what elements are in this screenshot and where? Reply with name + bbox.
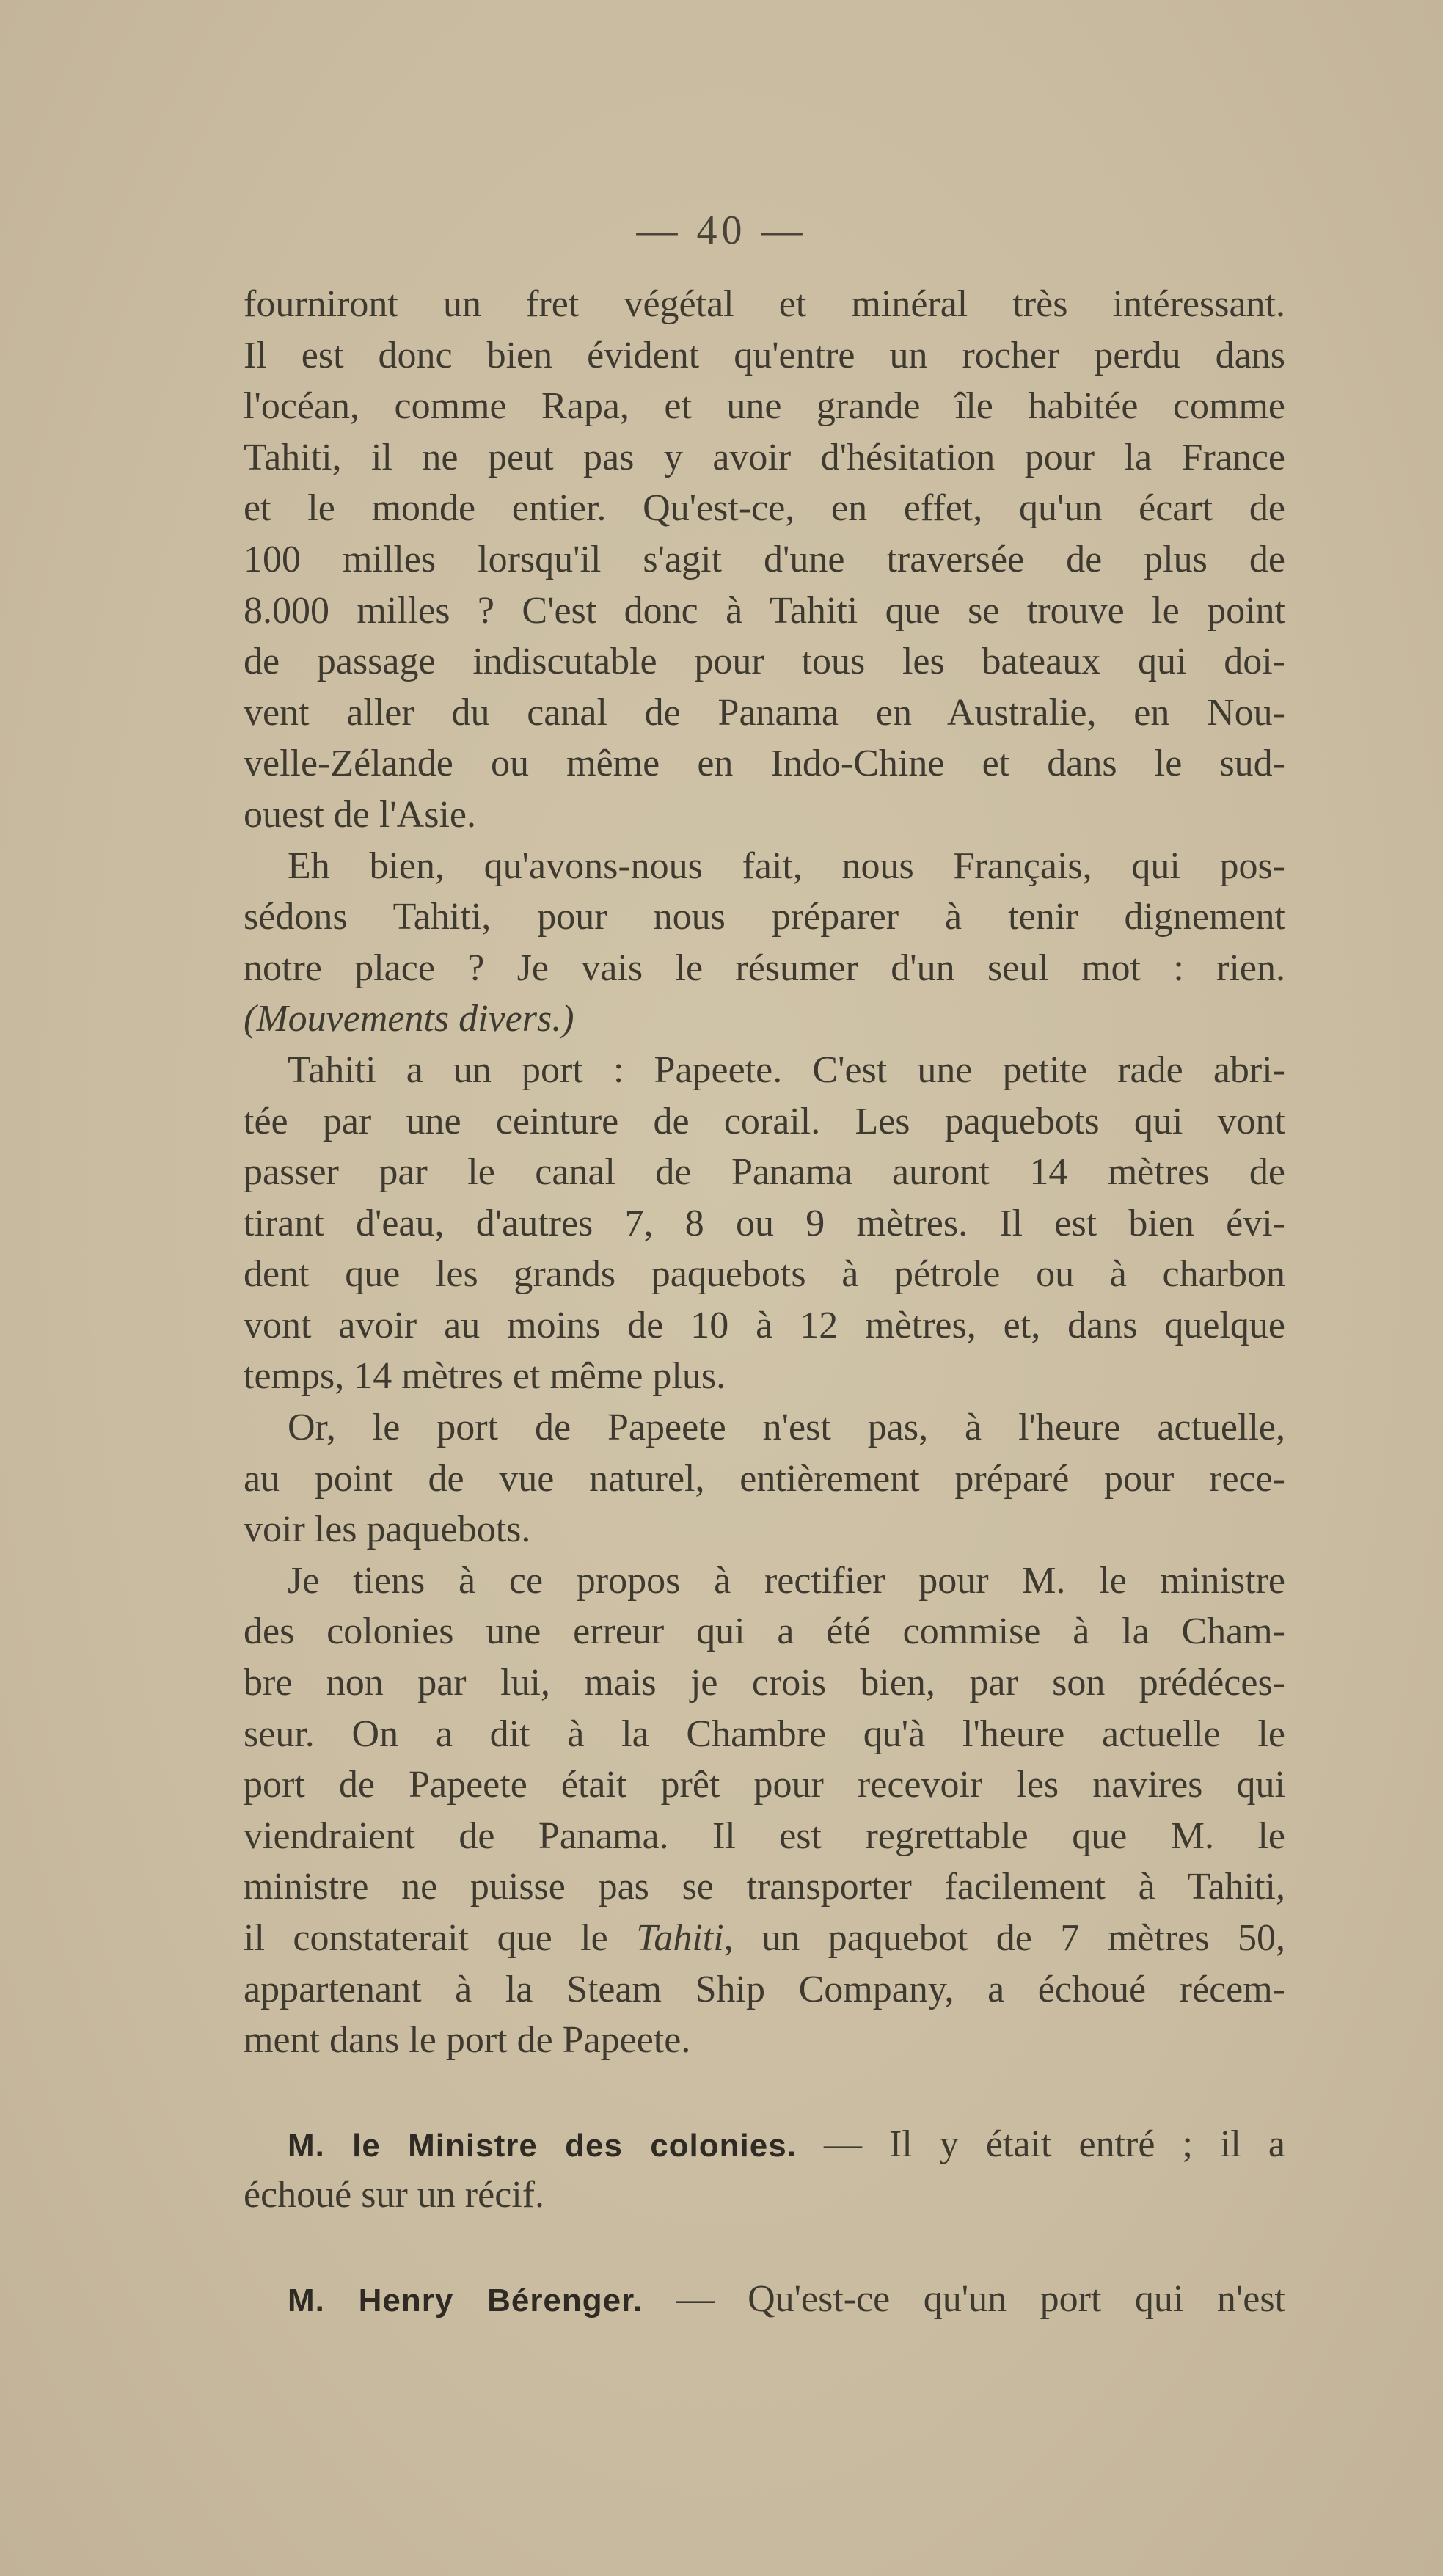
- text-line: passer par le canal de Panama auront 14 mètres de: [244, 1151, 1285, 1194]
- text-line: tirant d'eau, d'autres 7, 8 ou 9 mètres. Il est bien évi-: [244, 1202, 1285, 1244]
- text-line: et le monde entier. Qu'est-ce, en effet, qu'un écart de: [244, 487, 1285, 530]
- text-line: ministre ne puisse pas se transporter facilement à Tahiti,: [244, 1866, 1285, 1908]
- stage-direction: [244, 993, 1285, 1045]
- stage-direction-text: (Mouvements divers.): [244, 998, 574, 1040]
- text-line: notre place ? Je vais le résumer d'un seul mot : rien.: [244, 946, 1285, 989]
- speaker-name: M. le Ministre des colonies.: [288, 2127, 797, 2164]
- dialogue-line: [244, 2274, 1285, 2325]
- text-line: Il est donc bien évident qu'entre un rocher perdu dans: [244, 334, 1285, 376]
- text-line: Or, le port de Papeete n'est pas, à l'heure actuelle,: [288, 1406, 1285, 1449]
- text-line: sédons Tahiti, pour nous préparer à tenir dignement: [244, 896, 1285, 938]
- page-number: — 40 —: [636, 208, 807, 253]
- text-line: vont avoir au moins de 10 à 12 mètres, et, dans quelque: [244, 1304, 1285, 1346]
- text-line: Je tiens à ce propos à rectifier pour M. le ministre: [288, 1559, 1285, 1602]
- speaker-name: M. Henry Bérenger.: [288, 2282, 643, 2318]
- dialogue-line: échoué sur un récif.: [244, 2174, 545, 2216]
- dialogue-text: — Il y était entré ; il a: [796, 2123, 1285, 2165]
- text-line: Eh bien, qu'avons-nous fait, nous Français, qui pos-: [288, 844, 1285, 887]
- text-line: Tahiti a un port : Papeete. C'est une petite rade abri-: [288, 1048, 1285, 1091]
- text-line: seur. On a dit à la Chambre qu'à l'heure actuelle le: [244, 1712, 1285, 1755]
- text-line: viendraient de Panama. Il est regrettable que M. le: [244, 1814, 1285, 1857]
- text-line: appartenant à la Steam Ship Company, a échoué récem-: [244, 1968, 1285, 2010]
- paragraph-gap: [244, 2221, 1285, 2274]
- text-line: tée par une ceinture de corail. Les paquebots qui vont: [244, 1100, 1285, 1142]
- dialogue-line: [244, 2119, 1285, 2170]
- text-line: ment dans le port de Papeete.: [244, 2019, 691, 2062]
- text-line: Tahiti, il ne peut pas y avoir d'hésitation pour la France: [244, 436, 1285, 478]
- text-line: temps, 14 mètres et même plus.: [244, 1355, 726, 1398]
- text-line: 8.000 milles ? C'est donc à Tahiti que se trouve le point: [244, 589, 1285, 632]
- text-line: bre non par lui, mais je crois bien, par son prédéces-: [244, 1662, 1285, 1704]
- text-run: il constaterait que le: [244, 1917, 637, 1959]
- text-line: 100 milles lorsqu'il s'agit d'une traversée de plus de: [244, 538, 1285, 580]
- text-line: au point de vue naturel, entièrement préparé pour rece-: [244, 1457, 1285, 1500]
- text-run: , un paquebot de 7 mètres 50,: [723, 1917, 1286, 1959]
- text-line: l'océan, comme Rapa, et une grande île habitée comme: [244, 385, 1285, 428]
- ship-name: Tahiti: [636, 1917, 724, 1959]
- text-line: de passage indiscutable pour tous les bateaux qui doi-: [244, 641, 1285, 683]
- text-line-mixed: [244, 1913, 1285, 1964]
- text-line: dent que les grands paquebots à pétrole ou à charbon: [244, 1253, 1285, 1296]
- text-line: ouest de l'Asie.: [244, 793, 476, 836]
- text-line: velle-Zélande ou même en Indo-Chine et dans le sud-: [244, 742, 1285, 785]
- text-line: vent aller du canal de Panama en Australie, en Nou-: [244, 691, 1285, 734]
- text-line: voir les paquebots.: [244, 1508, 531, 1551]
- paragraph-gap: [244, 2066, 1285, 2119]
- text-line: port de Papeete était prêt pour recevoir les navires qui: [244, 1764, 1285, 1806]
- text-line: fourniront un fret végétal et minéral très intéressant.: [244, 283, 1285, 325]
- text-line: des colonies une erreur qui a été commise à la Cham-: [244, 1610, 1285, 1653]
- body-text: [244, 279, 1285, 2325]
- dialogue-text: — Qu'est-ce qu'un port qui n'est: [643, 2277, 1286, 2320]
